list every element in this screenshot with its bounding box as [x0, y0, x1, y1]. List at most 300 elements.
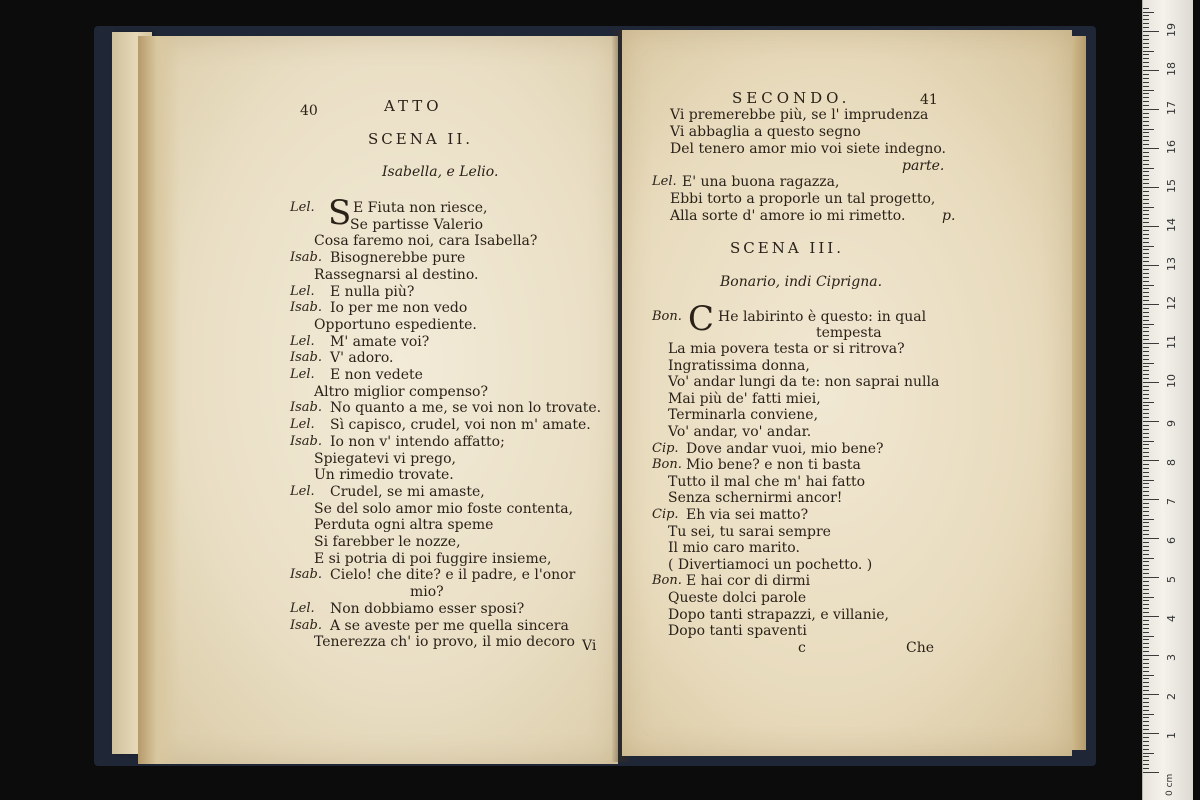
ruler-tick [1143, 230, 1149, 231]
ruler-tick [1143, 577, 1159, 578]
dialogue-line: Dopo tanti strapazzi, e villanie, [668, 606, 889, 623]
ruler-number: 17 [1165, 101, 1178, 115]
speaker-label: Isab. [290, 433, 323, 449]
dialogue-line: Si farebber le nozze, [314, 534, 461, 550]
ruler-tick [1143, 569, 1149, 570]
speaker-label: Lel. [652, 174, 677, 189]
ruler-tick [1143, 636, 1154, 637]
ruler-tick [1143, 511, 1149, 512]
ruler-tick [1143, 74, 1149, 75]
dialogue-line: E Fiuta non riesce, [353, 200, 488, 216]
dialogue-line: Se partisse Valerio [350, 216, 484, 233]
dialogue-line: Senza schernirmi ancor! [668, 490, 843, 507]
ruler-tick [1143, 714, 1154, 715]
ruler-tick [1143, 441, 1154, 442]
dialogue-line: M' amate voi? [330, 333, 430, 350]
dialogue-line: Io non v' intendo affatto; [330, 433, 505, 450]
ruler-tick [1143, 632, 1149, 633]
ruler-tick [1143, 538, 1159, 539]
ruler-tick [1143, 355, 1149, 356]
ruler-tick [1143, 671, 1149, 672]
ruler-tick [1143, 23, 1149, 24]
dialogue-line: E nulla più? [330, 283, 415, 300]
ruler-tick [1143, 448, 1149, 449]
ruler-tick [1143, 526, 1149, 527]
ruler-tick [1143, 405, 1149, 406]
speaker-label: Bon. [652, 309, 682, 324]
ruler-tick [1143, 522, 1149, 523]
ruler-tick [1143, 495, 1149, 496]
dialogue-line: Vi abbaglia a questo segno [670, 124, 861, 140]
ruler-tick [1143, 93, 1149, 94]
ruler-number: 15 [1165, 179, 1178, 193]
ruler-tick [1143, 675, 1154, 676]
ruler-tick [1143, 581, 1149, 582]
ruler-tick [1143, 156, 1149, 157]
running-head: ATTO [384, 97, 443, 115]
speaker-label: Bon. [652, 573, 682, 589]
ruler-tick [1143, 195, 1149, 196]
ruler-tick [1143, 413, 1149, 414]
ruler-tick [1143, 82, 1149, 83]
dialogue-line: Ebbi torto a proporle un tal progetto, [670, 191, 936, 207]
ruler-tick [1143, 608, 1149, 609]
ruler-tick [1143, 132, 1149, 133]
ruler-tick [1143, 378, 1149, 379]
ruler-tick [1143, 125, 1149, 126]
ruler-tick [1143, 316, 1149, 317]
ruler-tick [1143, 277, 1149, 278]
ruler-tick [1143, 499, 1159, 500]
dialogue-line: Tu sei, tu sarai sempre [668, 523, 831, 540]
ruler-tick [1143, 382, 1159, 383]
scene-characters: Bonario, indi Ciprigna. [720, 274, 883, 290]
dialogue-line: Tenerezza ch' io provo, il mio decoro [314, 634, 575, 651]
dialogue-line: Mai più de' fatti miei, [668, 390, 821, 407]
ruler-tick [1143, 343, 1159, 344]
ruler-tick [1143, 643, 1149, 644]
ruler-tick [1143, 175, 1149, 176]
ruler-tick [1143, 160, 1149, 161]
ruler-tick [1143, 54, 1149, 55]
ruler-tick [1143, 655, 1159, 656]
ruler-tick [1143, 144, 1149, 145]
ruler-tick [1143, 35, 1149, 36]
ruler-tick [1143, 472, 1149, 473]
ruler-tick [1143, 729, 1149, 730]
dialogue-line: Rassegnarsi al destino. [314, 266, 479, 283]
ruler-tick [1143, 612, 1149, 613]
dialogue-line: Opportuno espediente. [314, 316, 477, 333]
dialogue-line: Cosa faremo noi, cara Isabella? [314, 233, 538, 250]
dialogue-line: Eh via sei matto? [686, 507, 809, 523]
ruler-tick [1143, 398, 1149, 399]
ruler-tick [1143, 452, 1149, 453]
ruler-tick [1143, 491, 1149, 492]
ruler-tick [1143, 62, 1149, 63]
speaker-label: Lel. [290, 283, 315, 299]
ruler-number: 4 [1165, 615, 1178, 622]
dialogue-line: Mio bene? e non ti basta [686, 457, 861, 474]
ruler-tick [1143, 101, 1149, 102]
ruler-tick [1143, 503, 1149, 504]
dialogue-line: Cielo! che dite? e il padre, e l'onor [330, 567, 576, 584]
ruler-tick [1143, 129, 1154, 130]
ruler-tick [1143, 281, 1149, 282]
ruler-tick [1143, 179, 1149, 180]
running-head: SECONDO. [732, 89, 851, 107]
dialogue-line: Il mio caro marito. [668, 540, 800, 557]
ruler-tick [1143, 390, 1149, 391]
ruler-tick [1143, 261, 1149, 262]
ruler-number: 8 [1165, 459, 1178, 466]
ruler-tick [1143, 218, 1149, 219]
ruler-tick [1143, 558, 1154, 559]
ruler-tick [1143, 136, 1149, 137]
ruler-tick [1143, 312, 1149, 313]
right-page [622, 30, 1072, 756]
ruler-tick [1143, 31, 1159, 32]
ruler-tick [1143, 210, 1149, 211]
ruler-tick [1143, 530, 1149, 531]
ruler-tick [1143, 425, 1149, 426]
dialogue-line: Vo' andar lungi da te: non saprai nulla [668, 374, 940, 391]
ruler-tick [1143, 702, 1149, 703]
ruler-tick [1143, 296, 1149, 297]
ruler-tick [1143, 768, 1149, 769]
dialogue-line: Terminarla conviene, [668, 407, 819, 424]
ruler-tick [1143, 97, 1149, 98]
drop-cap: S [328, 193, 352, 233]
ruler-tick [1143, 300, 1149, 301]
ruler-tick [1143, 117, 1149, 118]
ruler-tick [1143, 546, 1149, 547]
speaker-label: Lel. [290, 417, 315, 433]
ruler-tick [1143, 706, 1149, 707]
ruler-tick [1143, 105, 1149, 106]
ruler-number: 19 [1165, 23, 1178, 37]
ruler-tick [1143, 409, 1149, 410]
ruler-tick [1143, 444, 1149, 445]
ruler-tick [1143, 593, 1149, 594]
ruler-tick [1143, 265, 1159, 266]
dialogue-line: mio? [410, 584, 444, 601]
ruler-tick [1143, 565, 1149, 566]
speaker-label: Lel. [290, 200, 315, 215]
ruler-tick [1143, 698, 1149, 699]
ruler-tick [1143, 573, 1149, 574]
ruler-tick [1143, 249, 1149, 250]
ruler-tick [1143, 721, 1149, 722]
ruler-tick [1143, 663, 1149, 664]
ruler-tick [1143, 402, 1154, 403]
ruler-tick [1143, 487, 1149, 488]
speaker-label: Lel. [290, 600, 315, 616]
ruler-number: 11 [1165, 335, 1178, 349]
ruler-tick [1143, 324, 1154, 325]
ruler-tick [1143, 39, 1149, 40]
ruler-tick [1143, 47, 1149, 48]
ruler-tick [1143, 659, 1149, 660]
ruler-tick [1143, 421, 1159, 422]
ruler-tick [1143, 140, 1149, 141]
ruler-tick [1143, 394, 1149, 395]
dialogue-line: La mia povera testa or si ritrova? [668, 341, 905, 357]
ruler-tick [1143, 624, 1149, 625]
ruler-tick [1143, 386, 1149, 387]
ruler-tick [1143, 456, 1149, 457]
ruler-tick [1143, 113, 1149, 114]
ruler-tick [1143, 183, 1149, 184]
ruler-tick [1143, 476, 1149, 477]
ruler-tick [1143, 168, 1154, 169]
ruler-number: 16 [1165, 140, 1178, 154]
ruler-tick [1143, 292, 1149, 293]
ruler-tick [1143, 363, 1154, 364]
ruler-tick [1143, 597, 1154, 598]
ruler-tick [1143, 366, 1149, 367]
scene-title: SCENA III. [730, 239, 844, 257]
ruler-tick [1143, 749, 1149, 750]
ruler-tick [1143, 27, 1149, 28]
dialogue-line: Crudel, se mi amaste, [330, 483, 485, 500]
dialogue-line: tempesta [816, 325, 882, 341]
dialogue-line: Se del solo amor mio foste contenta, [314, 500, 574, 517]
ruler-tick [1143, 66, 1149, 67]
ruler-tick [1143, 269, 1149, 270]
ruler-tick [1143, 460, 1159, 461]
ruler-tick [1143, 604, 1149, 605]
ruler-tick [1143, 690, 1149, 691]
ruler-tick [1143, 760, 1149, 761]
ruler-tick [1143, 694, 1159, 695]
ruler-tick [1143, 519, 1154, 520]
stage-exit: parte. [902, 158, 945, 174]
ruler-tick [1143, 725, 1149, 726]
ruler-tick [1143, 70, 1159, 71]
ruler-tick [1143, 148, 1159, 149]
dialogue-line: Perduta ogni altra speme [314, 517, 494, 534]
ruler-tick [1143, 542, 1149, 543]
dialogue-line: Del tenero amor mio voi siete indegno. [670, 141, 946, 157]
ruler-tick [1143, 745, 1149, 746]
ruler-tick [1143, 351, 1149, 352]
speaker-label: Isab. [290, 250, 323, 266]
dialogue-line: E hai cor di dirmi [686, 573, 811, 590]
ruler-tick [1143, 717, 1149, 718]
ruler-tick [1143, 226, 1159, 227]
speaker-label: Cip. [652, 507, 679, 522]
dialogue-line: E non vedete [330, 367, 423, 383]
ruler-tick [1143, 374, 1149, 375]
dialogue-line: Vi premerebbe più, se l' imprudenza [670, 107, 929, 123]
speaker-label: Isab. [290, 567, 323, 583]
dialogue-line: Dopo tanti spaventi [668, 623, 807, 640]
ruler-tick [1143, 187, 1159, 188]
ruler-tick [1143, 628, 1149, 629]
ruler-tick [1143, 203, 1149, 204]
ruler-unit: 0 cm [1165, 773, 1175, 796]
dialogue-line: A se aveste per me quella sincera [330, 617, 569, 634]
ruler-tick [1143, 550, 1149, 551]
ruler-tick [1143, 737, 1149, 738]
ruler-tick [1143, 483, 1149, 484]
dialogue-line: Vo' andar, vo' andar. [668, 424, 812, 440]
ruler-number: 9 [1165, 420, 1178, 427]
ruler-tick [1143, 347, 1149, 348]
ruler-tick [1143, 710, 1149, 711]
ruler-tick [1143, 331, 1149, 332]
dialogue-line: Io per me non vedo [330, 300, 468, 317]
ruler-tick [1143, 651, 1149, 652]
ruler-tick [1143, 507, 1149, 508]
ruler-tick [1143, 772, 1159, 773]
dialogue-line: He labirinto è questo: in qual [718, 309, 927, 325]
catchword: Vi [582, 638, 597, 654]
ruler-tick [1143, 121, 1149, 122]
ruler-tick [1143, 753, 1154, 754]
ruler-tick [1143, 320, 1149, 321]
ruler-tick [1143, 207, 1154, 208]
measuring-ruler [1142, 0, 1193, 800]
speaker-label: Lel. [290, 483, 315, 499]
speaker-label: Isab. [290, 617, 323, 633]
dialogue-line: Sì capisco, crudel, voi non m' amate. [330, 417, 591, 434]
ruler-tick [1143, 19, 1149, 20]
ruler-tick [1143, 682, 1149, 683]
ruler-tick [1143, 678, 1149, 679]
ruler-tick [1143, 246, 1154, 247]
ruler-tick [1143, 370, 1149, 371]
ruler-tick [1143, 429, 1149, 430]
ruler-tick [1143, 308, 1149, 309]
ruler-tick [1143, 339, 1149, 340]
drop-cap: C [688, 299, 715, 339]
page-number: 41 [920, 92, 938, 108]
ruler-tick [1143, 222, 1149, 223]
speaker-label: Isab. [290, 350, 323, 366]
dialogue-line: Un rimedio trovate. [314, 467, 454, 484]
ruler-tick [1143, 741, 1149, 742]
dialogue-line: Dove andar vuoi, mio bene? [686, 440, 884, 457]
ruler-number: 18 [1165, 62, 1178, 76]
ruler-number: 6 [1165, 537, 1178, 544]
ruler-tick [1143, 764, 1149, 765]
left-page [138, 36, 618, 764]
dialogue-line: Non dobbiamo esser sposi? [330, 600, 525, 617]
ruler-tick [1143, 464, 1149, 465]
speaker-label: Bon. [652, 457, 682, 473]
ruler-tick [1143, 667, 1149, 668]
dialogue-line: Bisognerebbe pure [330, 250, 466, 267]
ruler-tick [1143, 285, 1154, 286]
ruler-tick [1143, 253, 1149, 254]
ruler-number: 2 [1165, 693, 1178, 700]
ruler-tick [1143, 214, 1149, 215]
dialogue-line: V' adoro. [330, 350, 394, 367]
ruler-number: 13 [1165, 257, 1178, 271]
ruler-tick [1143, 589, 1149, 590]
ruler-tick [1143, 515, 1149, 516]
speaker-label: Lel. [290, 367, 315, 382]
ruler-tick [1143, 600, 1149, 601]
ruler-tick [1143, 417, 1149, 418]
speaker-label: Cip. [652, 440, 679, 456]
speaker-label: Isab. [290, 300, 323, 316]
exit-mark: p. [942, 208, 956, 224]
ruler-tick [1143, 335, 1149, 336]
dialogue-line: ( Divertiamoci un pochetto. ) [668, 556, 873, 573]
ruler-number: 12 [1165, 296, 1178, 310]
ruler-tick [1143, 304, 1159, 305]
ruler-tick [1143, 733, 1159, 734]
ruler-tick [1143, 273, 1149, 274]
ruler-tick [1143, 756, 1149, 757]
ruler-tick [1143, 58, 1149, 59]
dialogue-line: E' una buona ragazza, [682, 174, 840, 190]
ruler-tick [1143, 152, 1149, 153]
ruler-tick [1143, 257, 1149, 258]
ruler-tick [1143, 359, 1149, 360]
ruler-tick [1143, 234, 1149, 235]
dialogue-line: Ingratissima donna, [668, 357, 810, 374]
ruler-tick [1143, 78, 1149, 79]
ruler-tick [1143, 199, 1149, 200]
ruler-tick [1143, 15, 1149, 16]
ruler-tick [1143, 647, 1149, 648]
dialogue-line: E si potria di poi fuggire insieme, [314, 550, 552, 567]
ruler-tick [1143, 437, 1149, 438]
ruler-tick [1143, 468, 1149, 469]
speaker-label: Lel. [290, 333, 315, 349]
ruler-tick [1143, 43, 1149, 44]
page-number: 40 [300, 103, 318, 119]
dialogue-line: Alla sorte d' amore io mi rimetto. [670, 208, 906, 224]
ruler-tick [1143, 686, 1149, 687]
ruler-tick [1143, 585, 1149, 586]
ruler-number: 10 [1165, 374, 1178, 388]
ruler-tick [1143, 433, 1149, 434]
ruler-tick [1143, 288, 1149, 289]
ruler-tick [1143, 12, 1154, 13]
ruler-tick [1143, 90, 1154, 91]
ruler-tick [1143, 8, 1149, 9]
ruler-tick [1143, 191, 1149, 192]
dialogue-line: Queste dolci parole [668, 590, 807, 606]
ruler-number: 7 [1165, 498, 1178, 505]
ruler-tick [1143, 616, 1159, 617]
ruler-tick [1143, 327, 1149, 328]
speaker-label: Isab. [290, 400, 323, 416]
ruler-number: 14 [1165, 218, 1178, 232]
scene-title: SCENA II. [368, 130, 474, 148]
scene-characters: Isabella, e Lelio. [382, 164, 499, 180]
dialogue-line: Spiegatevi vi prego, [314, 450, 456, 467]
ruler-tick [1143, 534, 1149, 535]
dialogue-line: Altro miglior compenso? [314, 383, 488, 400]
dialogue-line: Tutto il mal che m' hai fatto [668, 473, 866, 490]
ruler-tick [1143, 561, 1149, 562]
catchword: Che [906, 640, 935, 656]
ruler-number: 3 [1165, 654, 1178, 661]
dialogue-line: No quanto a me, se voi non lo trovate. [330, 400, 602, 417]
ruler-tick [1143, 51, 1154, 52]
ruler-tick [1143, 171, 1149, 172]
ruler-tick [1143, 238, 1149, 239]
ruler-number: 1 [1165, 732, 1178, 739]
signature-mark: c [798, 640, 806, 656]
ruler-number: 5 [1165, 576, 1178, 583]
